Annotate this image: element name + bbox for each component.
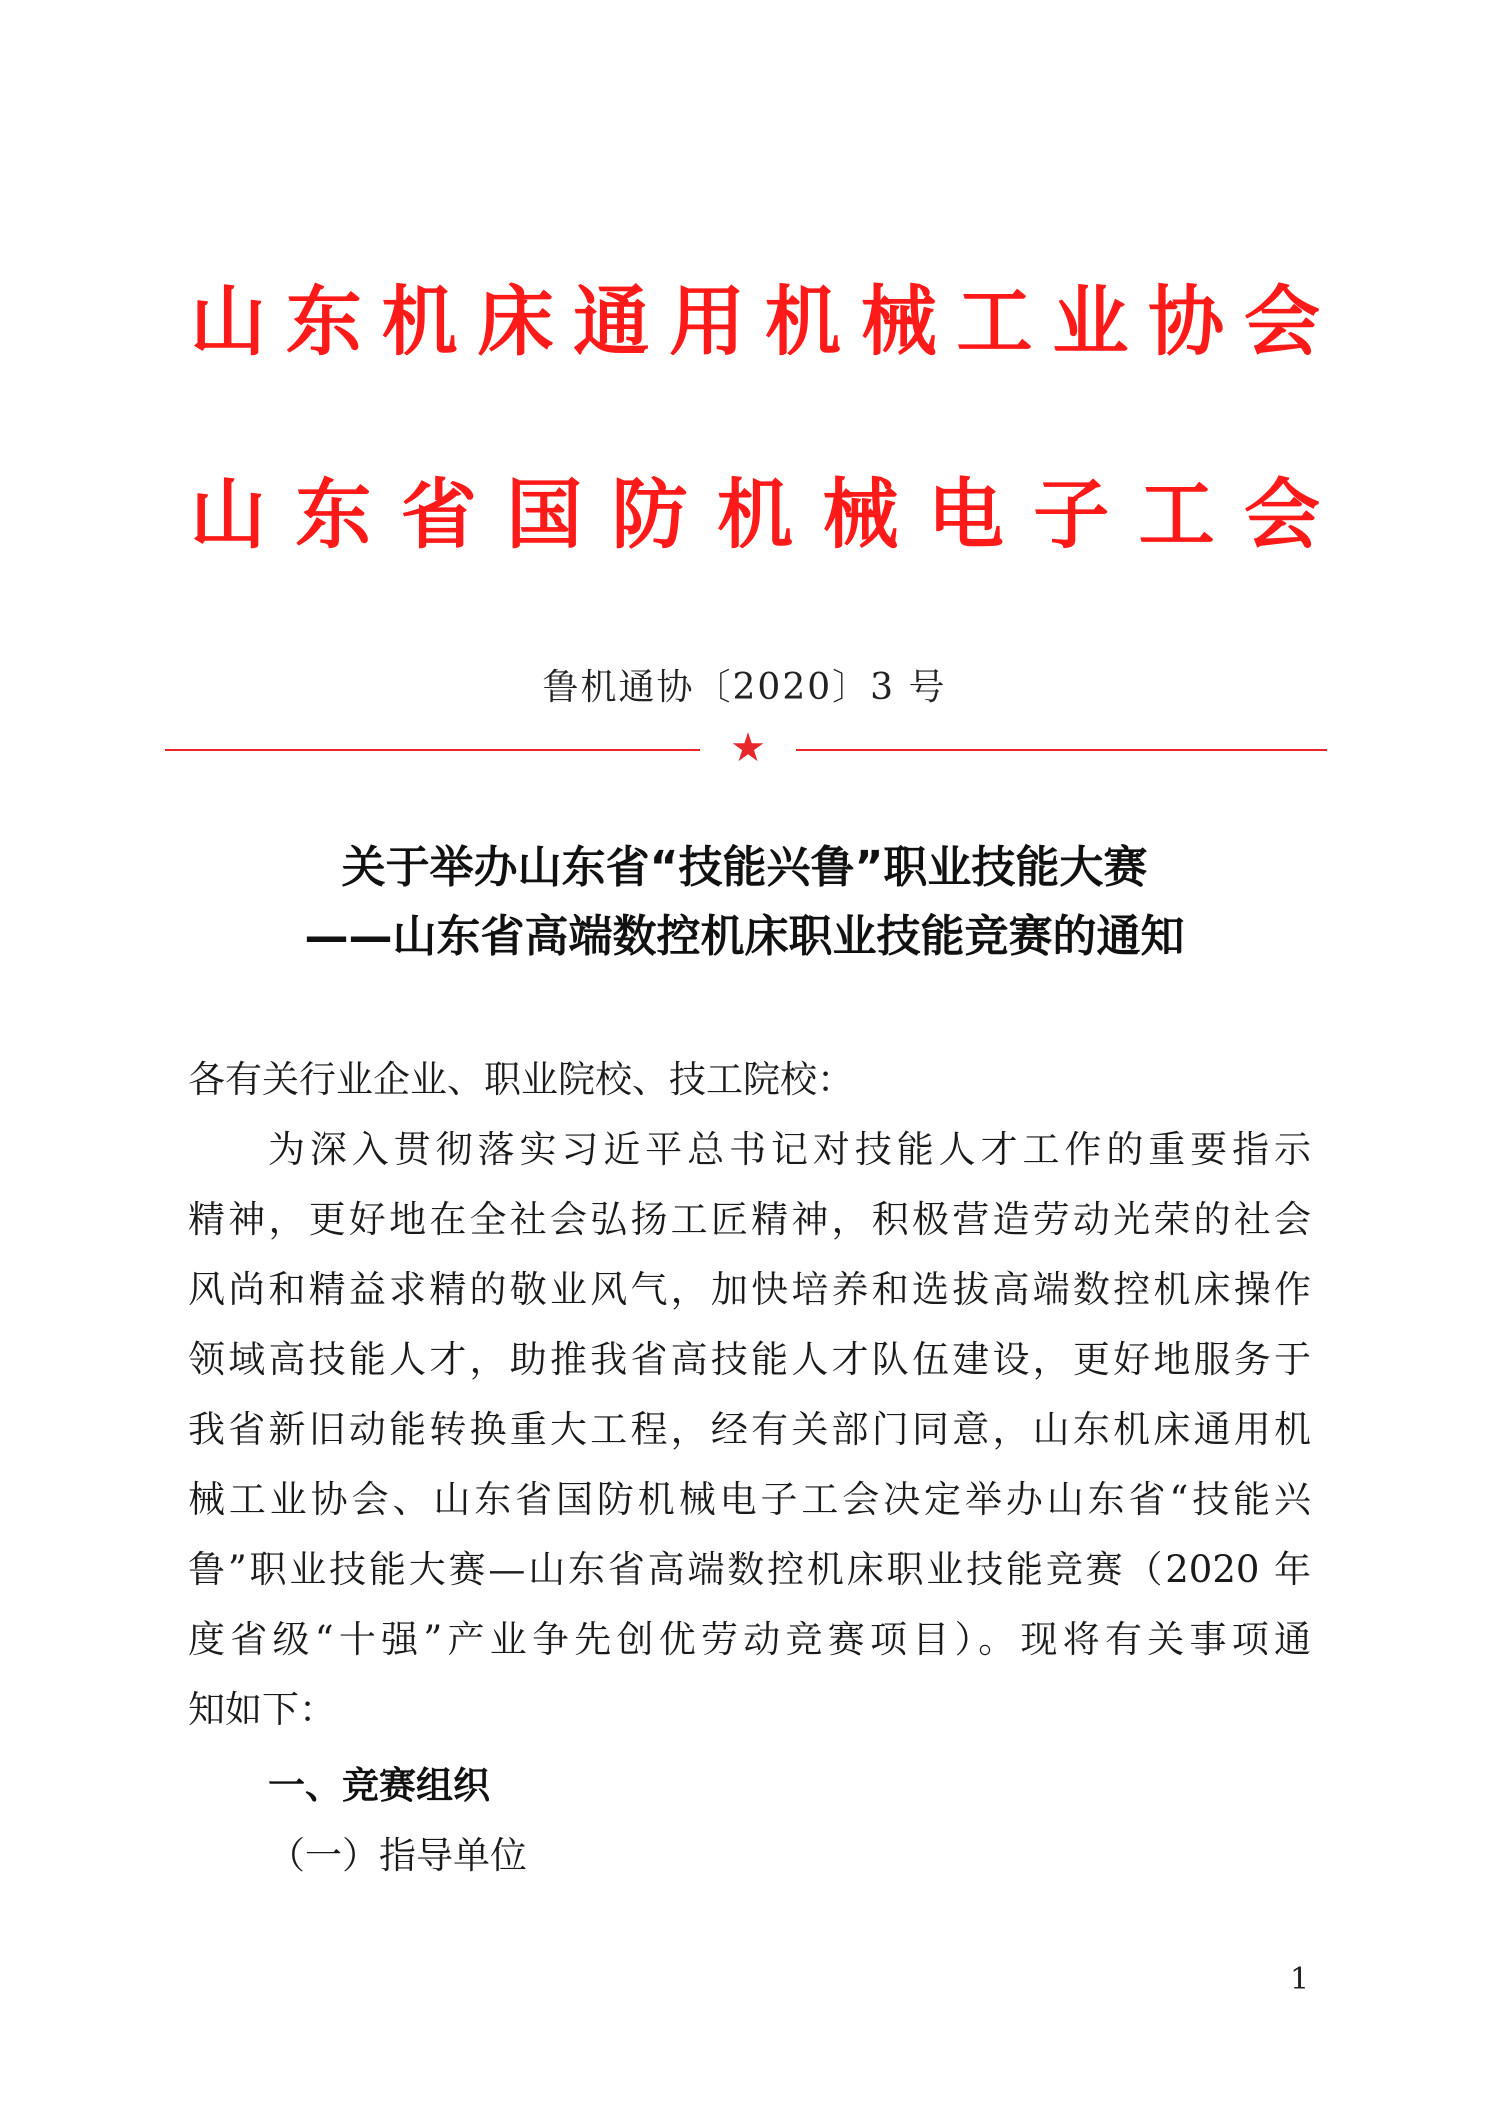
page-number: 1 [1290, 1962, 1310, 1997]
subsection-heading: （一）指导单位 [268, 1834, 527, 1877]
notice-title-line-1: 关于举办山东省“技能兴鲁”职业技能大赛 [341, 842, 1148, 893]
paragraph-line: 知如下： [188, 1688, 336, 1731]
paragraph-line: 风尚和精益求精的敬业风气，加快培养和选拔高端数控机床操作 [188, 1268, 1311, 1311]
red-divider-left [165, 749, 700, 751]
section-heading: 一、竞赛组织 [268, 1764, 490, 1807]
paragraph-line: 度省级“十强”产业争先创优劳动竞赛项目）。现将有关事项通 [188, 1618, 1311, 1661]
salutation: 各有关行业企业、职业院校、技工院校： [188, 1058, 854, 1101]
red-divider-right [796, 749, 1327, 751]
paragraph-line: 我省新旧动能转换重大工程，经有关部门同意，山东机床通用机 [188, 1408, 1311, 1451]
document-number: 鲁机通协〔2020〕3 号 [542, 667, 947, 708]
paragraph-line: 鲁”职业技能大赛—山东省高端数控机床职业技能竞赛（2020 年 [188, 1548, 1311, 1591]
notice-title-line-2: ——山东省高端数控机床职业技能竞赛的通知 [304, 911, 1185, 962]
star-icon: ★ [730, 725, 766, 771]
issuer-name-1: 山东机床通用机械工业协会 [190, 277, 1320, 366]
issuer-name-2: 山东省国防机械电子工会 [190, 470, 1320, 559]
paragraph-line: 为深入贯彻落实习近平总书记对技能人才工作的重要指示 [268, 1128, 1311, 1171]
paragraph-line: 领域高技能人才，助推我省高技能人才队伍建设，更好地服务于 [188, 1338, 1311, 1381]
paragraph-line: 械工业协会、山东省国防机械电子工会决定举办山东省“技能兴 [188, 1478, 1311, 1521]
paragraph-line: 精神，更好地在全社会弘扬工匠精神，积极营造劳动光荣的社会 [188, 1198, 1311, 1241]
